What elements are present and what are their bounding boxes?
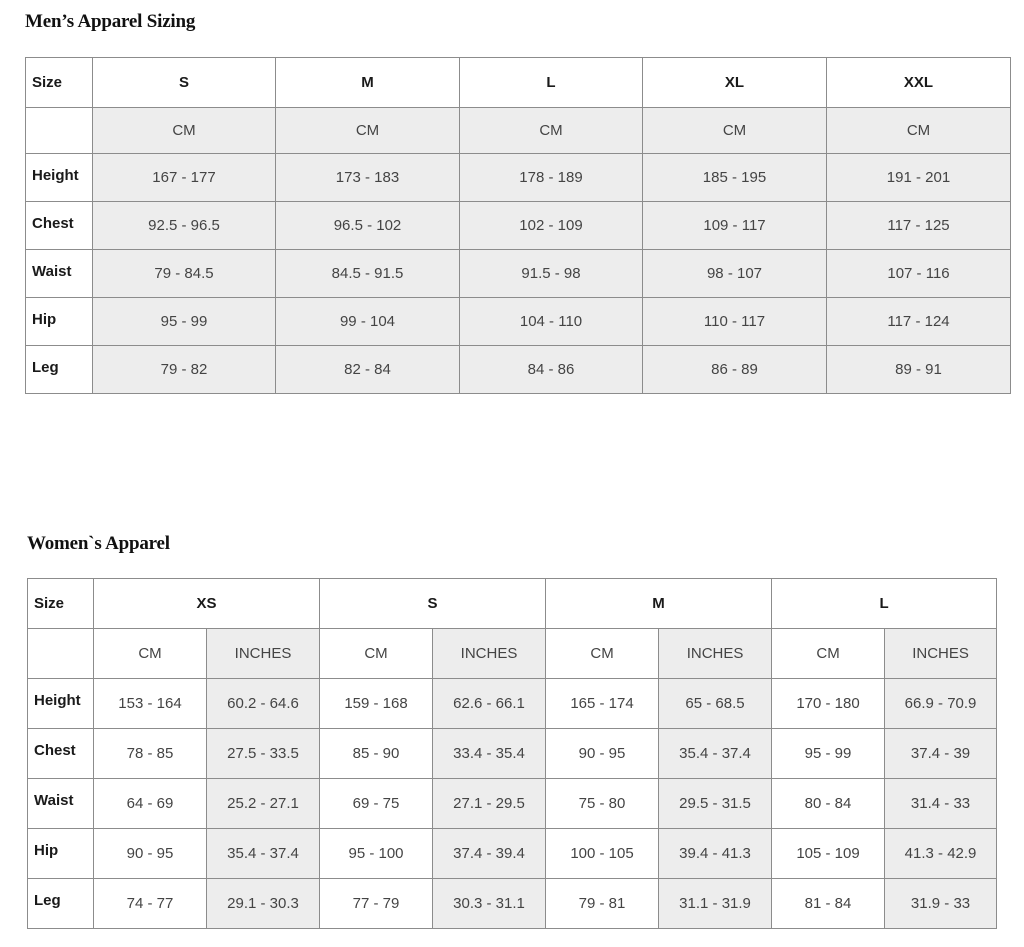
unit-label: INCHES <box>207 629 320 679</box>
table-cell: 25.2 - 27.1 <box>207 779 320 829</box>
table-cell: 170 - 180 <box>772 679 885 729</box>
mens-sizing-title: Men’s Apparel Sizing <box>25 11 196 32</box>
table-cell: 165 - 174 <box>546 679 659 729</box>
unit-label: CM <box>93 108 276 154</box>
row-label: Chest <box>28 729 94 779</box>
table-cell: 99 - 104 <box>276 298 460 346</box>
table-cell: 95 - 99 <box>772 729 885 779</box>
table-cell: 31.1 - 31.9 <box>659 879 772 929</box>
table-cell: 102 - 109 <box>460 202 643 250</box>
table-cell: 117 - 125 <box>827 202 1011 250</box>
table-row <box>26 202 1011 250</box>
table-cell: 96.5 - 102 <box>276 202 460 250</box>
table-cell: 84 - 86 <box>460 346 643 394</box>
table-row <box>26 154 1011 202</box>
table-cell: 173 - 183 <box>276 154 460 202</box>
table-cell: 60.2 - 64.6 <box>207 679 320 729</box>
table-cell: 89 - 91 <box>827 346 1011 394</box>
table-cell: 66.9 - 70.9 <box>885 679 997 729</box>
table-cell: 82 - 84 <box>276 346 460 394</box>
table-header-row <box>26 58 1011 108</box>
row-label: Hip <box>26 298 93 346</box>
table-row <box>26 250 1011 298</box>
table-cell: 29.1 - 30.3 <box>207 879 320 929</box>
row-label: Height <box>26 154 93 202</box>
empty-cell <box>28 629 94 679</box>
row-label: Chest <box>26 202 93 250</box>
table-cell: 29.5 - 31.5 <box>659 779 772 829</box>
unit-row <box>26 108 1011 154</box>
row-label: Leg <box>26 346 93 394</box>
table-cell: 33.4 - 35.4 <box>433 729 546 779</box>
table-cell: 31.9 - 33 <box>885 879 997 929</box>
size-header: M <box>276 58 460 108</box>
unit-row <box>28 629 997 679</box>
table-row <box>28 779 997 829</box>
table-cell: 35.4 - 37.4 <box>659 729 772 779</box>
unit-label: INCHES <box>659 629 772 679</box>
table-cell: 178 - 189 <box>460 154 643 202</box>
unit-label: INCHES <box>885 629 997 679</box>
unit-label: CM <box>546 629 659 679</box>
table-cell: 27.1 - 29.5 <box>433 779 546 829</box>
table-cell: 91.5 - 98 <box>460 250 643 298</box>
table-cell: 167 - 177 <box>93 154 276 202</box>
unit-label: CM <box>276 108 460 154</box>
table-cell: 117 - 124 <box>827 298 1011 346</box>
unit-label: CM <box>643 108 827 154</box>
table-cell: 69 - 75 <box>320 779 433 829</box>
row-label: Waist <box>28 779 94 829</box>
size-header: XXL <box>827 58 1011 108</box>
size-header: XS <box>94 579 320 629</box>
table-row <box>26 298 1011 346</box>
table-cell: 90 - 95 <box>94 829 207 879</box>
table-row <box>26 346 1011 394</box>
size-header: M <box>546 579 772 629</box>
table-cell: 95 - 100 <box>320 829 433 879</box>
unit-label: CM <box>460 108 643 154</box>
table-cell: 77 - 79 <box>320 879 433 929</box>
size-column-header: Size <box>26 58 93 108</box>
table-cell: 92.5 - 96.5 <box>93 202 276 250</box>
table-cell: 98 - 107 <box>643 250 827 298</box>
table-cell: 81 - 84 <box>772 879 885 929</box>
row-label: Hip <box>28 829 94 879</box>
unit-label: CM <box>320 629 433 679</box>
table-cell: 85 - 90 <box>320 729 433 779</box>
table-cell: 62.6 - 66.1 <box>433 679 546 729</box>
table-cell: 80 - 84 <box>772 779 885 829</box>
table-cell: 27.5 - 33.5 <box>207 729 320 779</box>
table-row <box>28 829 997 879</box>
table-cell: 107 - 116 <box>827 250 1011 298</box>
unit-label: CM <box>94 629 207 679</box>
row-label: Leg <box>28 879 94 929</box>
table-row <box>28 879 997 929</box>
table-cell: 74 - 77 <box>94 879 207 929</box>
table-cell: 41.3 - 42.9 <box>885 829 997 879</box>
empty-cell <box>26 108 93 154</box>
size-header: L <box>460 58 643 108</box>
table-cell: 191 - 201 <box>827 154 1011 202</box>
table-cell: 185 - 195 <box>643 154 827 202</box>
table-cell: 35.4 - 37.4 <box>207 829 320 879</box>
table-row <box>28 729 997 779</box>
table-cell: 95 - 99 <box>93 298 276 346</box>
size-header: XL <box>643 58 827 108</box>
table-cell: 104 - 110 <box>460 298 643 346</box>
table-cell: 31.4 - 33 <box>885 779 997 829</box>
table-cell: 79 - 81 <box>546 879 659 929</box>
table-cell: 78 - 85 <box>94 729 207 779</box>
table-cell: 109 - 117 <box>643 202 827 250</box>
table-cell: 153 - 164 <box>94 679 207 729</box>
size-header: S <box>320 579 546 629</box>
unit-label: CM <box>772 629 885 679</box>
row-label: Waist <box>26 250 93 298</box>
table-cell: 75 - 80 <box>546 779 659 829</box>
unit-label: INCHES <box>433 629 546 679</box>
table-cell: 86 - 89 <box>643 346 827 394</box>
table-cell: 37.4 - 39.4 <box>433 829 546 879</box>
mens-size-table <box>25 57 1011 394</box>
table-cell: 159 - 168 <box>320 679 433 729</box>
table-cell: 65 - 68.5 <box>659 679 772 729</box>
table-cell: 79 - 84.5 <box>93 250 276 298</box>
table-cell: 79 - 82 <box>93 346 276 394</box>
size-column-header: Size <box>28 579 94 629</box>
row-label: Height <box>28 679 94 729</box>
table-cell: 90 - 95 <box>546 729 659 779</box>
table-cell: 105 - 109 <box>772 829 885 879</box>
table-header-row <box>28 579 997 629</box>
size-header: L <box>772 579 997 629</box>
table-cell: 39.4 - 41.3 <box>659 829 772 879</box>
table-cell: 110 - 117 <box>643 298 827 346</box>
table-row <box>28 679 997 729</box>
unit-label: CM <box>827 108 1011 154</box>
table-cell: 84.5 - 91.5 <box>276 250 460 298</box>
womens-sizing-title: Women`s Apparel <box>27 533 170 554</box>
table-cell: 100 - 105 <box>546 829 659 879</box>
table-cell: 30.3 - 31.1 <box>433 879 546 929</box>
womens-size-table <box>27 578 997 929</box>
table-cell: 64 - 69 <box>94 779 207 829</box>
size-header: S <box>93 58 276 108</box>
table-cell: 37.4 - 39 <box>885 729 997 779</box>
